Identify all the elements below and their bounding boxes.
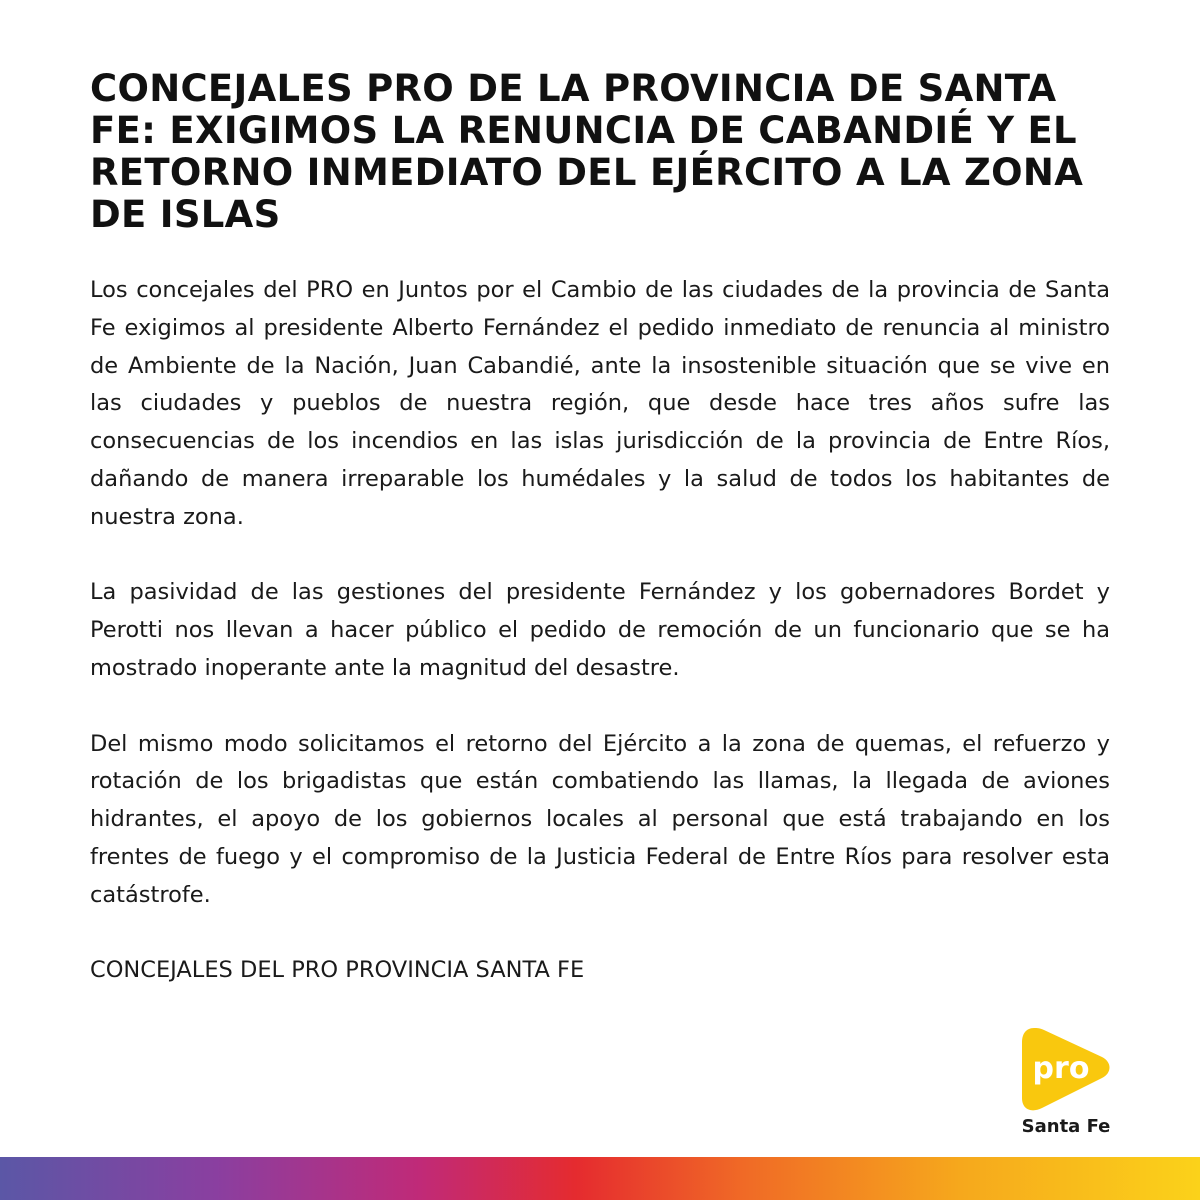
logo-caption: Santa Fe — [1021, 1116, 1111, 1137]
paragraph: Del mismo modo solicitamos el retorno del Ejército a la zona de quemas, el refuerzo y rotación de los brigadistas que están combatiendo las llamas, la llegada de aviones hidrantes, el apoyo de los gobiernos locales al personal que está trabajando en los frentes de fuego y el compromiso de la Justicia Federal de Entre Ríos para resolver esta catástrofe. — [90, 730, 1110, 908]
paragraph: La pasividad de las gestiones del presidente Fernández y los gobernadores Bordet y Perotti nos llevan a hacer público el pedido de remoción de un funcionario que se ha mostrado inoperante ante la magnitud del desastre. — [90, 579, 1110, 681]
signature: CONCEJALES DEL PRO PROVINCIA SANTA FE — [90, 957, 585, 984]
paragraph: Los concejales del PRO en Juntos por el Cambio de las ciudades de la provincia de Santa Fe exigimos al presidente Alberto Fernández el pedido inmediato de renuncia al ministro de Ambiente de la Nación, Juan Cabandié, ante la insostenible situación que se vive en las ciudades y pueblos de nuestra región, que desde hace tres años sufre las consecuencias de los incendios en las islas jurisdicción de la provincia de Entre Ríos, dañando de manera irreparable los humédales y la salud de todos los habitantes de nuestra zona. — [90, 277, 1110, 530]
page-title: CONCEJALES PRO DE LA PROVINCIA DE SANTA FE: EXIGIMOS LA RENUNCIA DE CABANDIÉ Y EL RETORNO INMEDIATO DEL EJÉRCITO A LA ZONA DE ISLAS — [90, 67, 1084, 236]
gradient-bar — [0, 1157, 1200, 1200]
pro-santa-fe-logo — [1016, 1020, 1116, 1140]
logo-mark-text: pro — [1032, 1051, 1090, 1086]
document-body — [90, 272, 1110, 990]
pro-logo-icon — [1016, 1020, 1116, 1115]
